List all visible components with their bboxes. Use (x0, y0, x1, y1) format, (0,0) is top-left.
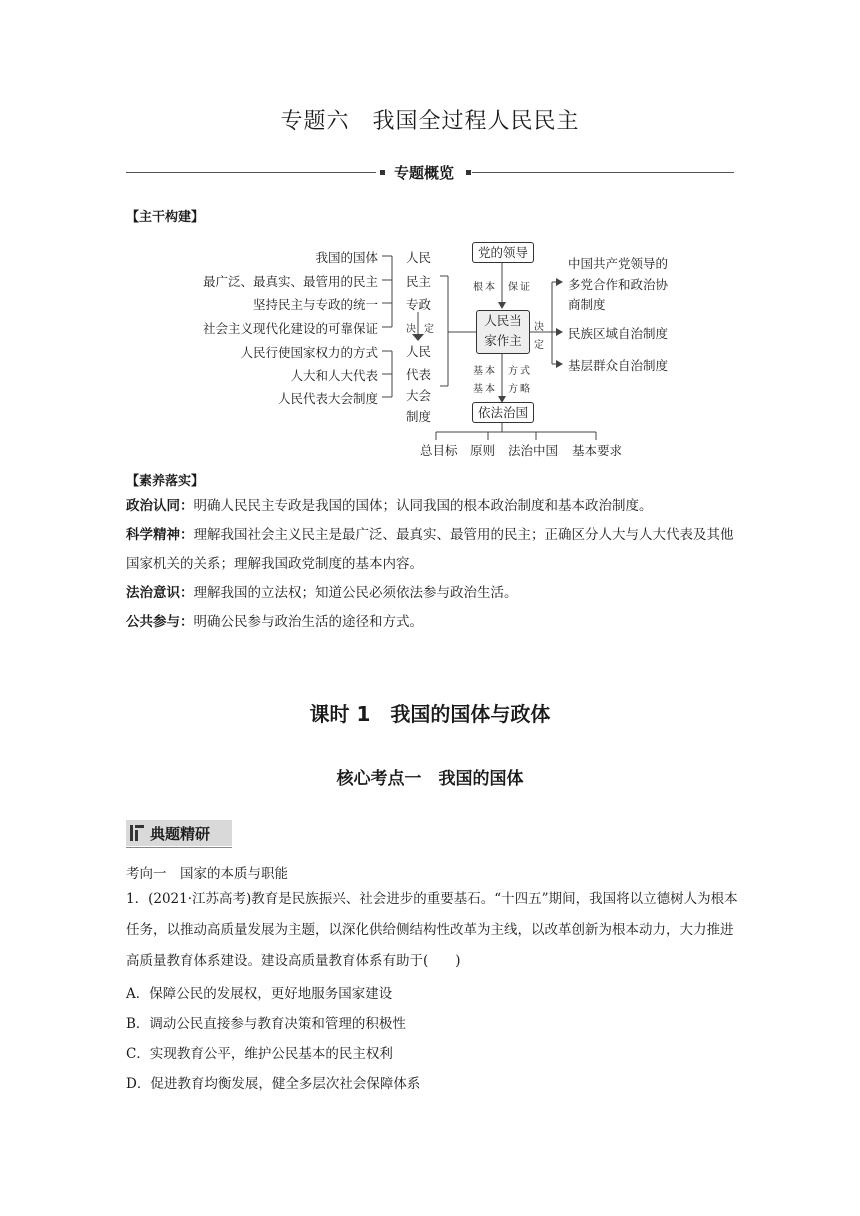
question-stem: 1．(2021·江苏高考)教育是民族振兴、社会进步的重要基石。“十四五”期间，我国将以立德树人为根本任务，以推动高质量发展为主题，以深化供给侧结构性改革为主线，以改革创新为根本动力，大力推进高质量教育体系建设。建设高质量教育体系有助于( ) (126, 891, 738, 969)
basic-label: 基本 (473, 384, 497, 395)
section-tag-underline (126, 847, 232, 848)
left-item: 人大和人大代表 (290, 368, 378, 383)
decide-label: 决 (534, 322, 546, 333)
strategy-label: 方略 (508, 384, 532, 395)
literacy-label: 科学精神： (126, 527, 194, 543)
center-line-2: 家作主 (484, 333, 522, 348)
method-label: 方式 (508, 366, 532, 377)
right-item: 多党合作和政治协 (568, 277, 669, 292)
decide-label: 定 (424, 324, 436, 335)
right-item: 商制度 (568, 297, 606, 312)
guarantee-label: 保证 (508, 282, 532, 293)
fundamental-label: 根本 (473, 282, 497, 293)
literacy-item (126, 608, 738, 637)
dictatorship-line: 人民 (406, 250, 432, 265)
congress-line: 制度 (406, 409, 432, 424)
left-item: 最广泛、最真实、最管用的民主 (202, 274, 378, 289)
literacy-text: 明确公民参与政治生活的途径和方式。 (193, 614, 423, 630)
core-point-title: 核心考点一 我国的国体 (336, 769, 524, 789)
left-item: 我国的国体 (315, 250, 378, 265)
overview-divider (126, 160, 734, 186)
people-master-box (476, 310, 530, 354)
left-item: 人民行使国家权力的方式 (240, 345, 378, 360)
page-title: 专题六 我国全过程人民民主 (280, 109, 580, 134)
left-item: 坚持民主与专政的统一 (252, 297, 378, 312)
section-tag (126, 820, 232, 846)
right-item: 基层群众自治制度 (568, 358, 669, 373)
literacy-item (126, 492, 738, 521)
congress-line: 大会 (406, 388, 432, 403)
framework-heading: 【主干构建】 (126, 210, 205, 225)
book-icon (130, 825, 144, 841)
bottom-item: 基本要求 (572, 443, 623, 458)
section-tag-label: 典题精研 (150, 825, 211, 843)
literacy-text: 明确人民民主专政是我国的国体；认同我国的根本政治制度和基本政治制度。 (193, 498, 653, 514)
center-line-1: 人民当 (484, 313, 522, 328)
right-item: 民族区域自治制度 (568, 326, 669, 341)
congress-line: 代表 (406, 367, 432, 382)
bottom-item: 总目标 (420, 443, 458, 458)
right-item: 中国共产党领导的 (568, 256, 669, 271)
literacy-list (126, 492, 738, 637)
option-d[interactable]: D．促进教育均衡发展，健全多层次社会保障体系 (126, 1076, 421, 1092)
direction-heading: 考向一 国家的本质与职能 (126, 866, 288, 882)
literacy-label: 法治意识： (126, 585, 194, 601)
option-b[interactable]: B．调动公民直接参与教育决策和管理的积极性 (126, 1016, 406, 1032)
congress-line: 人民 (406, 344, 432, 359)
literacy-text: 理解我国社会主义民主是最广泛、最真实、最管用的民主；正确区分人大与人大代表及其他国家机关的关系；理解我国政党制度的基本内容。 (126, 527, 734, 572)
literacy-item (126, 579, 738, 608)
dictatorship-line: 专政 (406, 297, 432, 312)
party-leadership-box: 党的领导 (472, 242, 534, 263)
literacy-label: 政治认同： (126, 498, 194, 514)
decide-label: 决 (406, 324, 418, 335)
bottom-item: 法治中国 (508, 443, 559, 458)
left-item: 人民代表大会制度 (277, 391, 378, 406)
overview-label: 专题概览 (394, 164, 455, 182)
dictatorship-line: 民主 (406, 274, 432, 289)
literacy-item (126, 521, 738, 579)
decide-label: 定 (534, 340, 546, 351)
concept-diagram (170, 236, 710, 466)
literacy-heading: 【素养落实】 (126, 474, 205, 489)
lesson-title: 课时 1 我国的国体与政体 (309, 702, 551, 726)
left-item: 社会主义现代化建设的可靠保证 (202, 321, 378, 336)
bottom-item: 原则 (470, 443, 496, 458)
option-c[interactable]: C．实现教育公平，维护公民基本的民主权利 (126, 1046, 393, 1062)
option-a[interactable]: A．保障公民的发展权，更好地服务国家建设 (126, 986, 393, 1002)
literacy-text: 理解我国的立法权；知道公民必须依法参与政治生活。 (193, 585, 518, 601)
literacy-label: 公共参与： (126, 614, 194, 630)
rule-of-law-box: 依法治国 (472, 402, 534, 423)
basic-label: 基本 (473, 366, 497, 377)
